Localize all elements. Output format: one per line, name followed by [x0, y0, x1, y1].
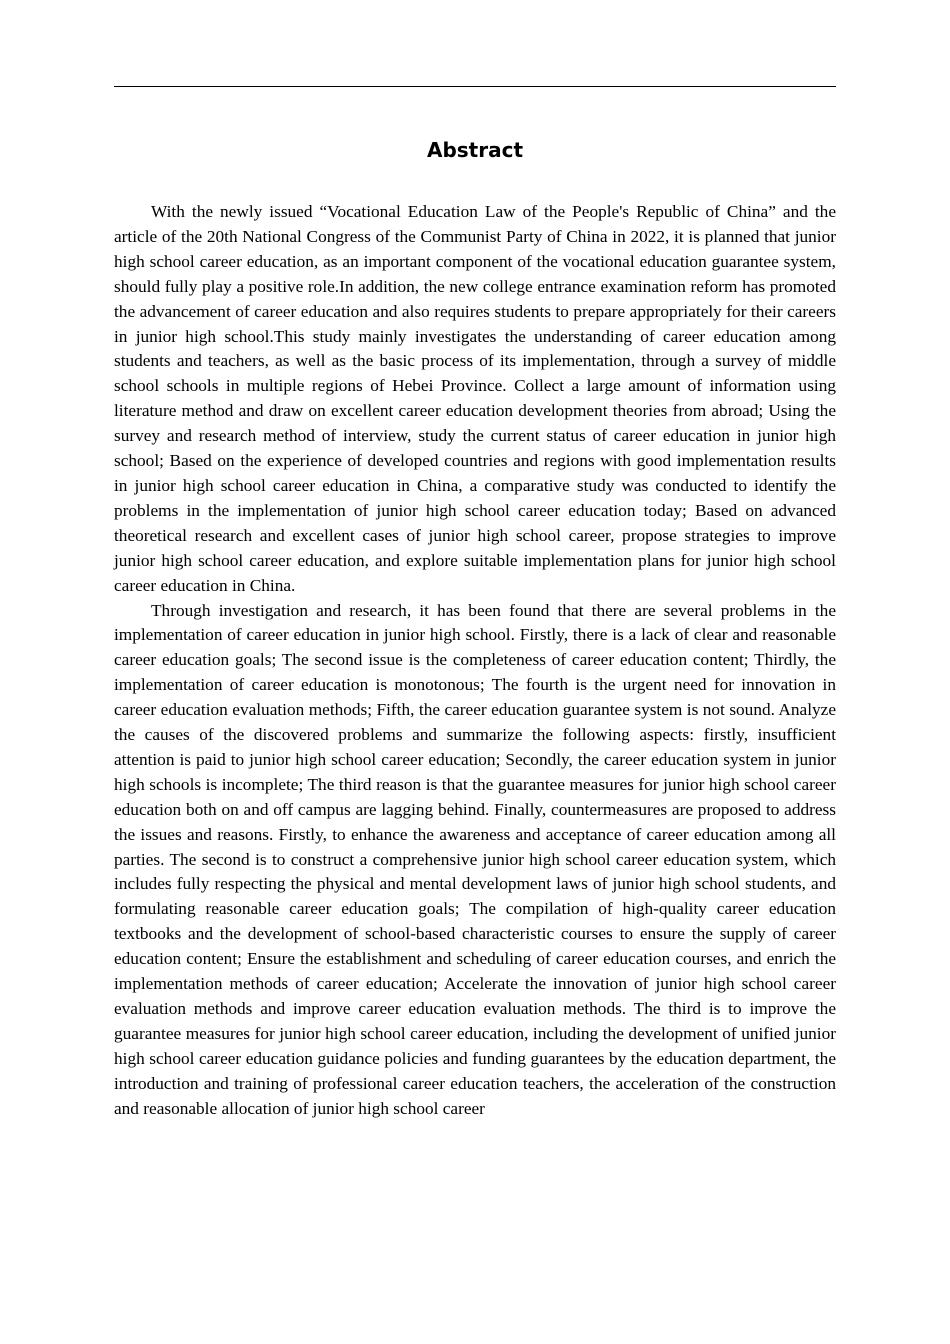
abstract-paragraph-2: Through investigation and research, it has been found that there are several problems in the implementation of career education in junior high school. Firstly, there is a lack of clear and reasonable career education goals; The second issue is the completeness of career education content; Thirdly, the implementation of career education is monotonous; The fourth is the urgent need for innovation in career education evaluation methods; Fifth, the career education guarantee system is not sound. Analyze the causes of the discovered problems and summarize the following aspects: firstly, insufficient attention is paid to junior high school career education; Secondly, the career education system in junior high schools is incomplete; The third reason is that the guarantee measures for junior high school career education both on and off campus are lagging behind. Finally, countermeasures are proposed to address the issues and reasons. Firstly, to enhance the awareness and acceptance of career education among all parties. The second is to construct a comprehensive junior high school career education system, which includes fully respecting the physical and mental development laws of junior high school students, and formulating reasonable career education goals; The compilation of high-quality career education textbooks and the development of school-based characteristic courses to ensure the supply of career education content; Ensure the establishment and scheduling of career education courses, and enrich the implementation methods of career education; Accelerate the innovation of junior high school career evaluation methods and improve career education evaluation methods. The third is to improve the guarantee measures for junior high school career education, including the development of unified junior high school career education guidance policies and funding guarantees by the education department, the introduction and training of professional career education teachers, the acceleration of the construction and reasonable allocation of junior high school career [114, 600, 836, 1118]
abstract-paragraph-1: With the newly issued “Vocational Education Law of the People's Republic of China” and the article of the 20th National Congress of the Communist Party of China in 2022, it is planned that junior high school career education, as an important component of the vocational education guarantee system, should fully play a positive role.In addition, the new college entrance examination reform has promoted the advancement of career education and also requires students to prepare appropriately for their careers in junior high school.This study mainly investigates the understanding of career education among students and teachers, as well as the basic process of its implementation, through a survey of middle school schools in multiple regions of Hebei Province. Collect a large amount of information using literature method and draw on excellent career education development theories from abroad; Using the survey and research method of interview, study the current status of career education in junior high school; Based on the experience of developed countries and regions with good implementation results in junior high school career education in China, a comparative study was conducted to identify the problems in the implementation of junior high school career education today; Based on advanced theoretical research and excellent cases of junior high school career, propose strategies to improve junior high school career education, and explore suitable implementation plans for junior high school career education in China. [114, 202, 836, 595]
header-rule [114, 86, 836, 87]
abstract-body [114, 200, 836, 1122]
abstract-title: Abstract [426, 138, 524, 162]
